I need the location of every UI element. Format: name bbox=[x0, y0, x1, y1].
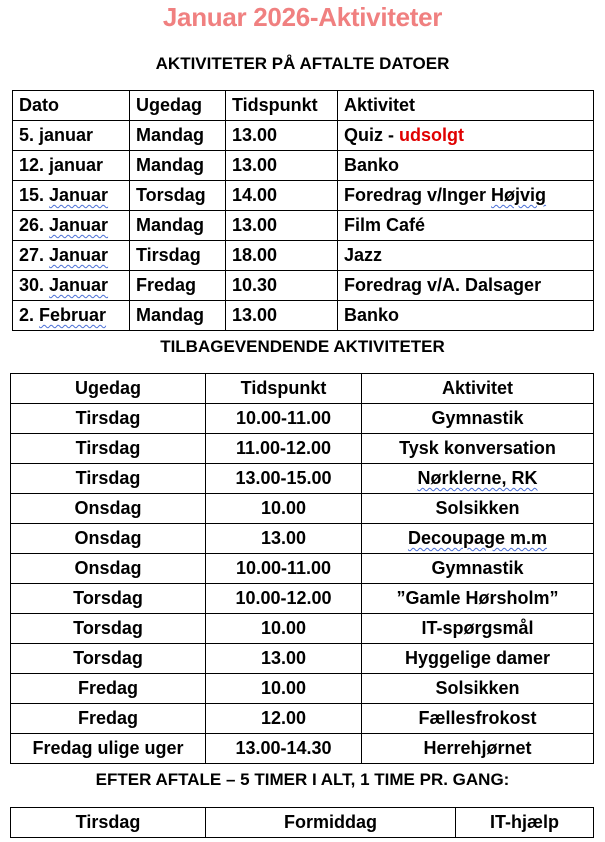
cell-text: 13.00-14.30 bbox=[235, 738, 332, 758]
cell-text: Solsikken bbox=[435, 498, 520, 518]
table-cell bbox=[130, 211, 226, 241]
cell-text: 10.00 bbox=[260, 618, 307, 638]
table-cell bbox=[226, 271, 338, 301]
table-cell: Tirsdag bbox=[11, 808, 206, 838]
table-cell bbox=[362, 614, 594, 644]
cell-text: 27. Januar bbox=[19, 245, 109, 265]
cell-text: Torsdag bbox=[136, 185, 206, 205]
cell-text: Fredag bbox=[136, 275, 197, 295]
section-heading-recurring: TILBAGEVENDENDE AKTIVITETER bbox=[160, 337, 445, 356]
table-cell bbox=[362, 524, 594, 554]
cell-text: Herrehjørnet bbox=[423, 738, 532, 758]
table-cell bbox=[130, 271, 226, 301]
table-cell bbox=[13, 241, 130, 271]
table-row bbox=[11, 674, 594, 704]
cell-text: Torsdag bbox=[73, 618, 143, 638]
cell-text: 12.00 bbox=[260, 708, 307, 728]
cell-text: Solsikken bbox=[435, 678, 520, 698]
table-cell bbox=[13, 151, 130, 181]
table-cell bbox=[338, 151, 594, 181]
cell-text: 2. Februar bbox=[19, 305, 107, 325]
table-cell: IT-hjælp bbox=[456, 808, 594, 838]
cell-text: 14.00 bbox=[232, 185, 278, 205]
table-cell bbox=[226, 301, 338, 331]
table-cell bbox=[130, 241, 226, 271]
table-row bbox=[13, 301, 594, 331]
by-appointment-table bbox=[10, 807, 594, 838]
table-cell bbox=[11, 614, 206, 644]
table-cell bbox=[11, 524, 206, 554]
cell-text: 15. Januar bbox=[19, 185, 109, 205]
cell-text: Torsdag bbox=[73, 588, 143, 608]
table-row bbox=[13, 181, 594, 211]
cell-text: Tirsdag bbox=[75, 438, 141, 458]
spellcheck-mark: Januar bbox=[49, 185, 109, 205]
table-row bbox=[13, 241, 594, 271]
table-cell bbox=[11, 734, 206, 764]
table-row bbox=[11, 434, 594, 464]
cell-text: Mandag bbox=[136, 305, 205, 325]
table-row bbox=[11, 644, 594, 674]
table-cell bbox=[226, 211, 338, 241]
cell-text: 10.00-11.00 bbox=[235, 408, 332, 428]
table-cell bbox=[206, 494, 362, 524]
table-cell bbox=[362, 494, 594, 524]
cell-text: Mandag bbox=[136, 215, 205, 235]
table-cell bbox=[362, 704, 594, 734]
cell-text: Fredag bbox=[77, 678, 138, 698]
table-cell bbox=[226, 181, 338, 211]
table-cell bbox=[11, 494, 206, 524]
cell-text: Onsdag bbox=[74, 498, 142, 518]
table-cell bbox=[206, 704, 362, 734]
table-cell bbox=[206, 674, 362, 704]
table-row bbox=[11, 614, 594, 644]
spellcheck-mark: Januar bbox=[49, 275, 109, 295]
table-cell bbox=[13, 301, 130, 331]
table-cell bbox=[362, 734, 594, 764]
table-cell bbox=[226, 121, 338, 151]
cell-text: Onsdag bbox=[74, 528, 142, 548]
table-cell bbox=[362, 644, 594, 674]
column-header: Ugedag bbox=[130, 91, 226, 121]
cell-text: Nørklerne, RK bbox=[417, 468, 538, 488]
cell-text: Gymnastik bbox=[431, 408, 524, 428]
column-header: Aktivitet bbox=[362, 374, 594, 404]
table-cell bbox=[362, 464, 594, 494]
table-cell bbox=[338, 211, 594, 241]
cell-text: Foredrag v/A. Dalsager bbox=[344, 275, 542, 295]
cell-text: 13.00 bbox=[232, 155, 278, 175]
table-row bbox=[11, 494, 594, 524]
section-heading-by-appointment: EFTER AFTALE – 5 TIMER I ALT, 1 TIME PR. GANG: bbox=[95, 770, 510, 789]
table-cell bbox=[338, 181, 594, 211]
table-cell bbox=[13, 211, 130, 241]
table-row bbox=[11, 584, 594, 614]
cell-text: Hyggelige damer bbox=[404, 648, 551, 668]
table-cell bbox=[338, 121, 594, 151]
table-cell bbox=[362, 584, 594, 614]
table-row bbox=[11, 554, 594, 584]
column-header: Tidspunkt bbox=[206, 374, 362, 404]
table-cell bbox=[226, 241, 338, 271]
cell-text: 30. Januar bbox=[19, 275, 109, 295]
cell-text: Fredag ulige uger bbox=[32, 738, 184, 758]
cell-text: Quiz - bbox=[344, 125, 399, 145]
table-cell bbox=[206, 614, 362, 644]
cell-text: 13.00 bbox=[260, 528, 307, 548]
page-title: Januar 2026-Aktiviteter bbox=[162, 2, 443, 32]
cell-text: Tirsdag bbox=[75, 408, 141, 428]
cell-text: 26. Januar bbox=[19, 215, 109, 235]
table-cell bbox=[338, 271, 594, 301]
table-cell bbox=[206, 644, 362, 674]
table-row bbox=[13, 151, 594, 181]
cell-text: Tysk konversation bbox=[399, 438, 556, 458]
spellcheck-mark: Februar bbox=[39, 305, 107, 325]
table-cell bbox=[130, 301, 226, 331]
table-cell bbox=[11, 644, 206, 674]
cell-text: Onsdag bbox=[74, 558, 142, 578]
cell-text: Film Café bbox=[344, 215, 426, 235]
table-row bbox=[11, 808, 594, 838]
table-header-row bbox=[13, 91, 594, 121]
table-cell bbox=[338, 301, 594, 331]
column-header: Ugedag bbox=[11, 374, 206, 404]
fixed-dates-table bbox=[12, 90, 594, 331]
table-cell bbox=[206, 584, 362, 614]
table-cell bbox=[13, 271, 130, 301]
cell-text: 18.00 bbox=[232, 245, 278, 265]
cell-text: ”Gamle Hørsholm” bbox=[396, 588, 559, 608]
column-header: Tidspunkt bbox=[226, 91, 338, 121]
cell-text: Mandag bbox=[136, 155, 205, 175]
cell-text: Fællesfrokost bbox=[418, 708, 537, 728]
table-row bbox=[11, 524, 594, 554]
table-cell bbox=[13, 121, 130, 151]
table-row bbox=[13, 271, 594, 301]
table-cell bbox=[206, 464, 362, 494]
cell-text: Jazz bbox=[344, 245, 383, 265]
cell-text: 12. januar bbox=[19, 155, 104, 175]
table-header-row bbox=[11, 374, 594, 404]
table-cell bbox=[362, 434, 594, 464]
cell-text: Mandag bbox=[136, 125, 205, 145]
cell-text: Torsdag bbox=[73, 648, 143, 668]
cell-text: 5. januar bbox=[19, 125, 94, 145]
column-header: Dato bbox=[13, 91, 130, 121]
table-cell bbox=[11, 584, 206, 614]
table-row bbox=[13, 211, 594, 241]
table-cell bbox=[130, 151, 226, 181]
table-cell bbox=[206, 434, 362, 464]
cell-text: Tirsdag bbox=[75, 468, 141, 488]
cell-text: Banko bbox=[344, 305, 400, 325]
table-cell bbox=[206, 734, 362, 764]
cell-text: Fredag bbox=[77, 708, 138, 728]
table-row bbox=[11, 704, 594, 734]
table-cell bbox=[11, 674, 206, 704]
table-row bbox=[11, 734, 594, 764]
table-cell bbox=[11, 464, 206, 494]
table-cell bbox=[206, 524, 362, 554]
section-heading-fixed-dates: AKTIVITETER PÅ AFTALTE DATOER bbox=[155, 54, 450, 73]
table-cell bbox=[11, 434, 206, 464]
table-cell bbox=[11, 554, 206, 584]
table-cell bbox=[206, 404, 362, 434]
cell-text: 10.30 bbox=[232, 275, 278, 295]
cell-text: 10.00-11.00 bbox=[235, 558, 332, 578]
cell-text: Tirsdag bbox=[136, 245, 201, 265]
cell-text: Banko bbox=[344, 155, 400, 175]
sold-out-badge: udsolgt bbox=[399, 125, 464, 145]
cell-text: 10.00-12.00 bbox=[235, 588, 332, 608]
cell-text: Foredrag v/Inger Højvig bbox=[344, 185, 547, 205]
cell-text: IT-spørgsmål bbox=[421, 618, 534, 638]
spellcheck-mark: Januar bbox=[49, 245, 109, 265]
table-cell bbox=[226, 151, 338, 181]
table-row bbox=[11, 404, 594, 434]
table-cell: Formiddag bbox=[206, 808, 456, 838]
table-cell bbox=[362, 404, 594, 434]
cell-text: 13.00 bbox=[260, 648, 307, 668]
table-row bbox=[13, 121, 594, 151]
table-cell bbox=[362, 554, 594, 584]
table-cell bbox=[130, 121, 226, 151]
cell-text: 10.00 bbox=[260, 678, 307, 698]
column-header: Aktivitet bbox=[338, 91, 594, 121]
cell-text: Gymnastik bbox=[431, 558, 524, 578]
table-cell bbox=[206, 554, 362, 584]
cell-text: 13.00 bbox=[232, 125, 278, 145]
table-row bbox=[11, 464, 594, 494]
spellcheck-mark: Januar bbox=[49, 215, 109, 235]
cell-text: Decoupage m.m bbox=[407, 528, 548, 548]
cell-text: 10.00 bbox=[260, 498, 307, 518]
table-cell bbox=[130, 181, 226, 211]
table-cell bbox=[11, 704, 206, 734]
cell-text: 11.00-12.00 bbox=[235, 438, 332, 458]
table-cell bbox=[362, 674, 594, 704]
cell-text: 13.00-15.00 bbox=[235, 468, 332, 488]
cell-text: 13.00 bbox=[232, 305, 278, 325]
cell-text: 13.00 bbox=[232, 215, 278, 235]
table-cell bbox=[11, 404, 206, 434]
recurring-activities-table bbox=[10, 373, 594, 764]
table-cell bbox=[13, 181, 130, 211]
spellcheck-mark: Højvig bbox=[491, 185, 547, 205]
table-cell bbox=[338, 241, 594, 271]
